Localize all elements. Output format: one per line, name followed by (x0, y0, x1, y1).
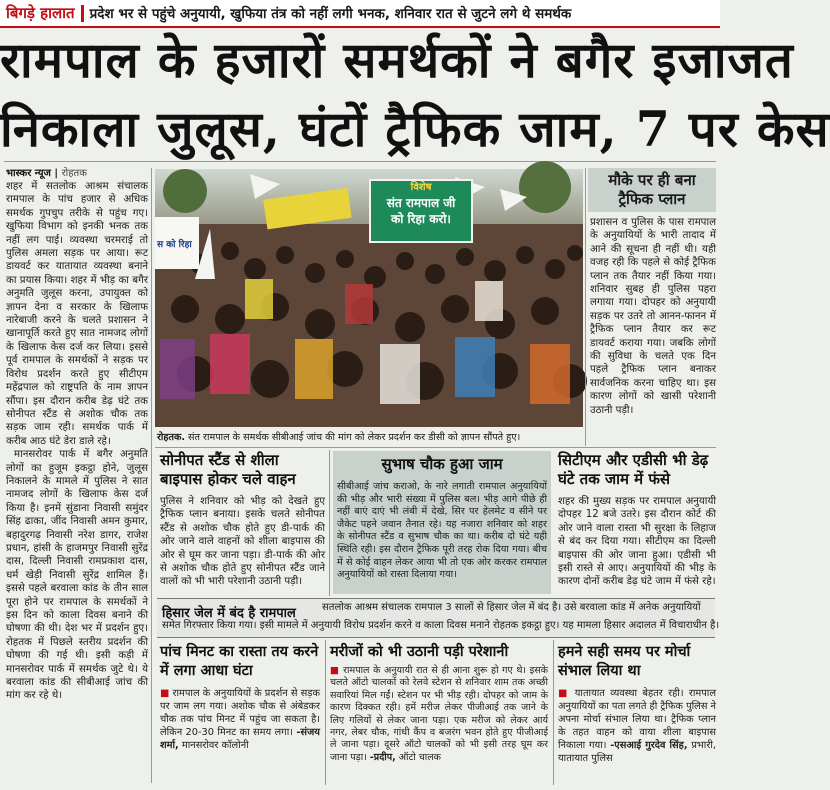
byline-agency: भास्कर न्यूज (6, 168, 51, 179)
top-strip (0, 0, 720, 28)
bottom-2-text: रामपाल के अनुयायी रात से ही आना शुरू हो गए थे। इसके चलते ऑटो चालकों को रेलवे स्टेशन से शनिवार शाम तक अच्छी सवारियां मिल गईं। स्टेशन पर भी भीड़ रही। दोपहर को जाम के कारण दिक्कत रही। हमें मरीज लेकर पीजीआई तक जाने के लिए गलियों से लेकर जाना पड़ा। एक मरीज को लेकर आर्य नगर, लेबर चौक, गांधी कैंप व बजरंग भवन होते हुए पीजीआई ले जाना पड़ा। दूसरे ऑटो चालकों को भी इसी तरह घूम कर जाना पड़ा। (330, 665, 548, 763)
box-ctm-heading: सिटीएम और एडीसी भी डेढ़ घंटे तक जाम में फंसे (558, 451, 709, 488)
photo-rule (155, 447, 716, 448)
box-ctm (558, 451, 716, 589)
bottom-2-body (330, 665, 548, 764)
byline: भास्कर न्यूज | रोहतक (6, 168, 87, 179)
column-divider-1 (151, 168, 152, 783)
bottom-3-text: यातायात व्यवस्था बेहतर रही। रामपाल अनुयायियों का पता लगते ही ट्रैफिक पुलिस ने अपना मोर्चा संभाल लिया था। ट्रैफिक प्लान के तहत वाहन को वाया शीला बाइपास निकाला गया। (558, 688, 716, 751)
main-story-para-1: शहर में सतलोक आश्रम संचालक रामपाल के पांच हजार से अधिक समर्थक गुपचुप तरीके से पहुंच गए। खुफिया विभाग को इनकी भनक तक नहीं लग पाई। व्यवस्था चरमराई तो पुलिस अमला सड़क पर आया। रूट डायवर्ट कर यातायात व्यवस्था बनाने का प्रयास किया। शहर में भीड़ का बगैर अनुमति जुलूस करना, उपायुक्त को ज्ञापन देना व सरकार के खिलाफ नारेबाजी करने के चलते प्रशासन ने खानापूर्ति करते हुए सात नामजद लोगों के खिलाफ केस दर्ज कर लिया। इससे पूर्व रामपाल के समर्थकों ने सड़क पर विरोध प्रदर्शन करते हुए सीटीएम महेंद्रपाल को राष्ट्रपति के नाम ज्ञापन सौंपा। इस दौरान करीब डेढ़ घंटे तक सोनीपत स्टैंड से अशोक चौक तक सड़क जाम रही। समर्थक पार्क में करीब आठ घंटे डेरा डाले रहे। (6, 181, 148, 447)
bottom-box-2 (330, 643, 548, 764)
bottom-box-1 (160, 643, 320, 752)
box-subhash-text: सीबीआई जांच कराओ, के नारे लगाती रामपाल अनुयायियों की भीड़ और भारी संख्या में पुलिस बल। भीड़ आगे पीछे ही नहीं बाएं दाएं भी लंबी में देखे, सिर पर हेलमेट व सीने पर जैकेट पहने जवान तैनात रहे। यह नजारा शनिवार को शहर के सोनीपत स्टैंड व सुभाष चौक का था। करीब दो घंटे यही स्थिति रही। इस दौरान ट्रैफिक पूरी तरह रोक दिया गया। बीच में से कोई वाहन लेकर आया भी तो एक ओर करकर रामपाल अनुयायियों को रास्ता दिलाया गया। (337, 481, 547, 581)
bullet-icon: ■ (160, 688, 173, 699)
box-sonipat-text: पुलिस ने शनिवार को भीड़ को देखते हुए ट्रैफिक प्लान बनाया। इसके चलते सोनीपत स्टैंड से अशोक चौक होते हुए डी-पार्क की ओर जाने वाले वाहनों को शीला बाइपास की ओर से घूम कर जाना पड़ा। डी-पार्क की ओर से अशोक चौक होते हुए सोनीपत स्टैंड जाने वालों को भी भारी परेशानी उठानी पड़ी। (160, 496, 325, 588)
banner-line-2: संत रामपाल जी (386, 196, 456, 210)
protest-photo (155, 169, 583, 427)
bullet-icon: ■ (558, 688, 575, 699)
box-subhash-heading: सुभाष चौक हुआ जाम (381, 455, 503, 473)
bottom-1-credit-2: मानसरोवर कॉलोनी (181, 740, 249, 751)
column-divider-5 (553, 640, 554, 785)
side-heading-line-1: मौके पर ही बना (608, 171, 696, 189)
bullet-icon: ■ (330, 665, 344, 676)
banner-line-3: को रिहा करो। (391, 212, 451, 226)
jail-text-1: सतलोक आश्रम संचालक रामपाल 3 सालों से हिसार जेल में बंद है। उसे बरवाला कांड में अनेक अनुयायियों (322, 602, 701, 613)
bottom-box-3 (558, 643, 716, 765)
jail-heading: हिसार जेल में बंद है रामपाल (162, 606, 296, 621)
headline-rule (4, 161, 716, 162)
left-sign-text: स को रिहा (157, 240, 192, 250)
byline-city: रोहतक (61, 168, 87, 179)
main-story-column (6, 180, 148, 780)
bottom-3-credit: -एसआई गुरदेव सिंह, (610, 740, 688, 751)
bottom-2-heading: मरीजों को भी उठानी पड़ी परेशानी (330, 644, 509, 660)
headline-line-2: निकाला जुलूस, घंटों ट्रैफिक जाम, 7 पर केस (0, 100, 830, 158)
column-divider-4 (325, 640, 326, 785)
photo-banner (369, 179, 473, 243)
box-ctm-text: शहर की मुख्य सड़क पर रामपाल अनुयायी दोपहर 12 बजे उतरे। इस दौरान कोर्ट की ओर जाने वाला रास्ता भी सुरक्षा के लिहाज से बंद कर दिया गया। सीटीएम का दिल्ली बाइपास की ओर जाना हुआ। एडीसी भी इसी रास्ते से आए। अनुयायियों की भीड़ के कारण दोनों करीब डेढ़ घंटे जाम में फंसे रहे। (558, 496, 716, 588)
subheadline: प्रदेश भर से पहुंचे अनुयायी, खुफिया तंत्र को नहीं लगी भनक, शनिवार रात से जुटने लगे थे समर्थक (89, 6, 572, 22)
column-divider-3 (329, 450, 330, 596)
bottom-2-credit: -प्रदीप, (369, 751, 396, 763)
box-sonipat-heading: सोनीपत स्टैंड से शीला बाइपास होकर चले वाहन (160, 451, 296, 488)
box-sonipat (160, 451, 325, 589)
banner-line-1: विशेष (410, 182, 432, 193)
side-heading-line-2: ट्रैफिक प्लान (618, 190, 686, 208)
side-box-body: प्रशासन व पुलिस के पास रामपाल के अनुयायियों के भारी तादाद में आने की सूचना ही नहीं थी। यही वजह रही कि पहले से कोई ट्रैफिक प्लान तक तैयार नहीं किया गया। शनिवार सुबह ही पुलिस पहरा लगाया गया। दोपहर को अनुयायी सड़क पर उतरे तो आनन-फानन में ट्रैफिक प्लान तैयार कर रूट डायवर्ट कराया गया। जबकि लोगों की सुविधा के चलते एक दिन पहले ट्रैफिक प्लान बनाकर सार्वजनिक करना चाहिए था। इस कारण लोगों को खासी परेशानी उठानी पड़ी। (590, 217, 716, 416)
kicker-divider (81, 5, 84, 22)
caption-place: रोहतक. (157, 432, 185, 443)
column-divider-2 (585, 168, 586, 446)
bottom-3-credit-2: प्रभारी, यातायात पुलिस (558, 740, 716, 764)
bottom-2-credit-2: ऑटो चालक (398, 751, 441, 763)
main-story-para-2: मानसरोवर पार्क में बगैर अनुमति लोगों का हुजूम इकट्ठा होने, जुलूस निकालने के मामले में पुलिस ने सात नामजद लोगों के खिलाफ केस दर्ज किया है। इनमें सुंडाना निवासी समुंदर सिंह ढाका, जींद निवासी अमन कुमार, बहादुरगढ़ निवासी नरेश डागर, राजेश प्रधान, हांसी के हाजमपुर निवासी सुरेंद्र दास, दिल्ली निवासी रामप्रकाश दास, धर्म खेड़ी निवासी सुरेंद्र शामिल हैं। इससे पहले बरवाला कांड के तीन साल पूरा होने पर रामपाल के समर्थकों ने इस दिन को काला दिवस बनाने की घोषणा की थी। देश भर में प्रदर्शन हुए। रोहतक में पिछले स्तरीय प्रदर्शन की घोषणा की गई थी। इसी कड़ी में मानसरोवर पार्क में समर्थक जुटे थे। ये बरवाला कांड की सीबीआई जांच की मांग कर रहे थे। (6, 449, 148, 702)
bottom-1-credit: -संजय शर्मा, (160, 727, 320, 751)
side-box-heading (588, 168, 716, 212)
photo-caption (157, 430, 582, 443)
jail-text-2: समेत गिरफ्तार किया गया। इसी मामले में अनुयायी विरोध प्रदर्शन करने व काला दिवस मनाने रोहतक इकट्ठा हुए। यह मामला हिसार अदालत में विचाराधीन है। (162, 620, 720, 631)
kicker-label: बिगड़े हालात (6, 4, 75, 22)
headline-line-1: रामपाल के हजारों समर्थकों ने बगैर इजाजत (0, 31, 794, 89)
bottom-1-body (160, 687, 320, 752)
bottom-3-heading: हमने सही समय पर मोर्चा संभाल लिया था (558, 644, 691, 679)
bottom-1-heading: पांच मिनट का रास्ता तय करने में लगा आधा घंटा (160, 644, 319, 679)
bottom-3-body (558, 687, 716, 765)
caption-text: संत रामपाल के समर्थक सीबीआई जांच की मांग को लेकर प्रदर्शन कर डीसी को ज्ञापन सौंपते हुए। (188, 432, 521, 443)
box-subhash (333, 451, 551, 594)
bottom-1-text: रामपाल के अनुयायियों के प्रदर्शन से सड़क पर जाम लग गया। अशोक चौक से अंबेडकर चौक तक पांच मिनट में पहुंच जा सकता है। लेकिन 20-30 मिनट का समय लगा। (160, 688, 320, 738)
